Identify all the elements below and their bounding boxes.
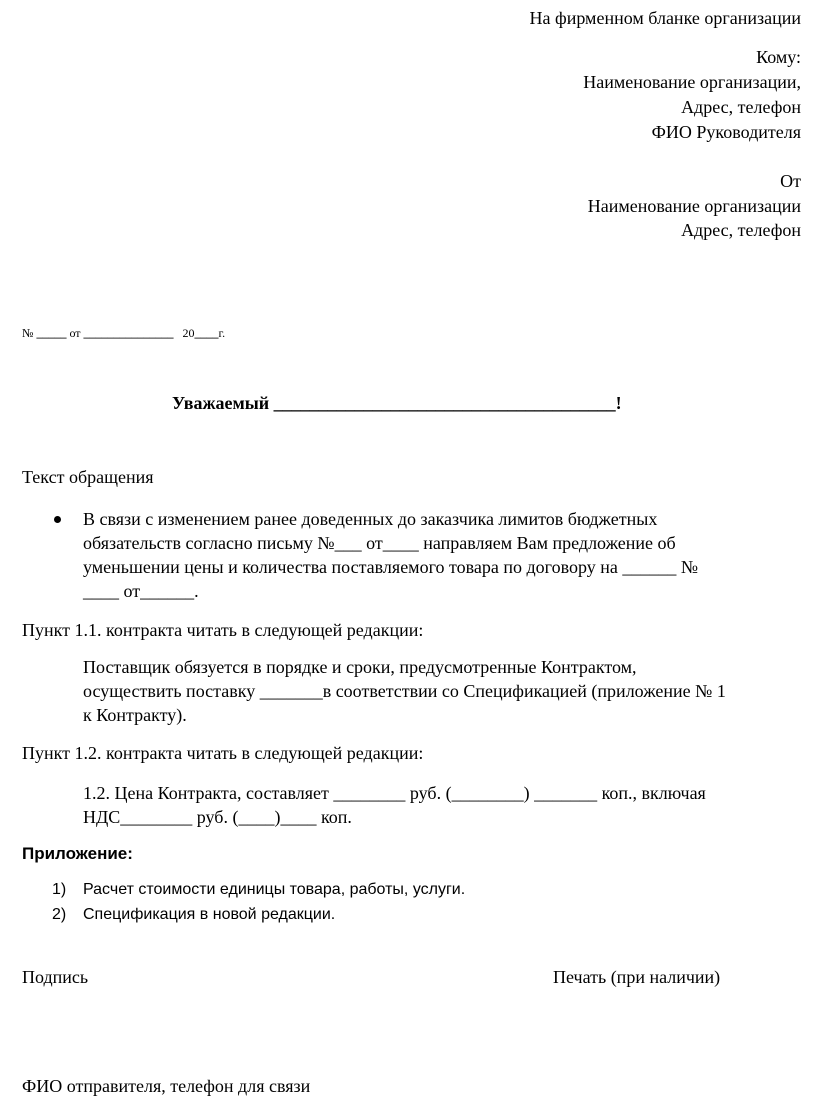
sender-contact: ФИО отправителя, телефон для связи bbox=[22, 1076, 311, 1096]
letterhead-note: На фирменном бланке организации bbox=[529, 8, 801, 28]
recipient-address: Адрес, телефон bbox=[681, 97, 801, 117]
clause-2-title: Пункт 1.2. контракта читать в следующей редакции: bbox=[22, 743, 424, 763]
bullet-line: В связи с изменением ранее доведенных до заказчика лимитов бюджетных bbox=[83, 509, 658, 529]
bullet-paragraph bbox=[83, 507, 698, 603]
sender-org: Наименование организации bbox=[587, 196, 801, 216]
ref-from-word: от bbox=[69, 326, 81, 340]
signature-label: Подпись bbox=[22, 967, 89, 987]
ref-year-blank: ____ bbox=[194, 326, 219, 340]
attachment-item: Расчет стоимости единицы товара, работы, услуги. bbox=[83, 881, 466, 898]
ref-year-suffix: г. bbox=[218, 326, 226, 340]
clause-1-text bbox=[83, 655, 726, 727]
clause-1-title: Пункт 1.1. контракта читать в следующей редакции: bbox=[22, 620, 424, 640]
ref-number-sign: № bbox=[22, 326, 34, 340]
reference-line bbox=[22, 326, 225, 341]
sender-address: Адрес, телефон bbox=[681, 220, 801, 240]
recipient-org: Наименование организации, bbox=[583, 72, 801, 92]
clause-1-line: Поставщик обязуется в порядке и сроки, предусмотренные Контрактом, bbox=[83, 657, 637, 677]
bullet-line: ____ от______. bbox=[83, 581, 199, 601]
ref-number-blank: _____ bbox=[36, 326, 67, 340]
recipient-label: Кому: bbox=[756, 47, 801, 67]
ref-year-prefix: 20 bbox=[182, 326, 195, 340]
sender-label: От bbox=[780, 171, 801, 191]
clause-1-line: осуществить поставку _______в соответствии со Спецификацией (приложение № 1 bbox=[83, 681, 726, 701]
bullet-icon bbox=[54, 516, 61, 523]
clause-2-line: 1.2. Цена Контракта, составляет ________ руб. (________) _______ коп., включая bbox=[83, 783, 706, 803]
attachment-number: 1) bbox=[52, 881, 67, 898]
attachment-item: Спецификация в новой редакции. bbox=[83, 906, 336, 923]
clause-1-line: к Контракту). bbox=[83, 705, 187, 725]
salutation: Уважаемый ______________________________________! bbox=[172, 393, 622, 413]
attachment-number: 2) bbox=[52, 906, 67, 923]
bullet-line: обязательств согласно письму №___ от____ направляем Вам предложение об bbox=[83, 533, 676, 553]
recipient-head: ФИО Руководителя bbox=[651, 122, 801, 142]
clause-2-line: НДС________ руб. (____)____ коп. bbox=[83, 807, 352, 827]
attachments-title: Приложение: bbox=[22, 844, 133, 863]
clause-2-text bbox=[83, 781, 706, 829]
bullet-line: уменьшении цены и количества поставляемого товара по договору на ______ № bbox=[83, 557, 699, 577]
appeal-intro: Текст обращения bbox=[22, 467, 154, 487]
stamp-label: Печать (при наличии) bbox=[553, 967, 721, 987]
ref-date-blank: _______________ bbox=[83, 326, 174, 340]
